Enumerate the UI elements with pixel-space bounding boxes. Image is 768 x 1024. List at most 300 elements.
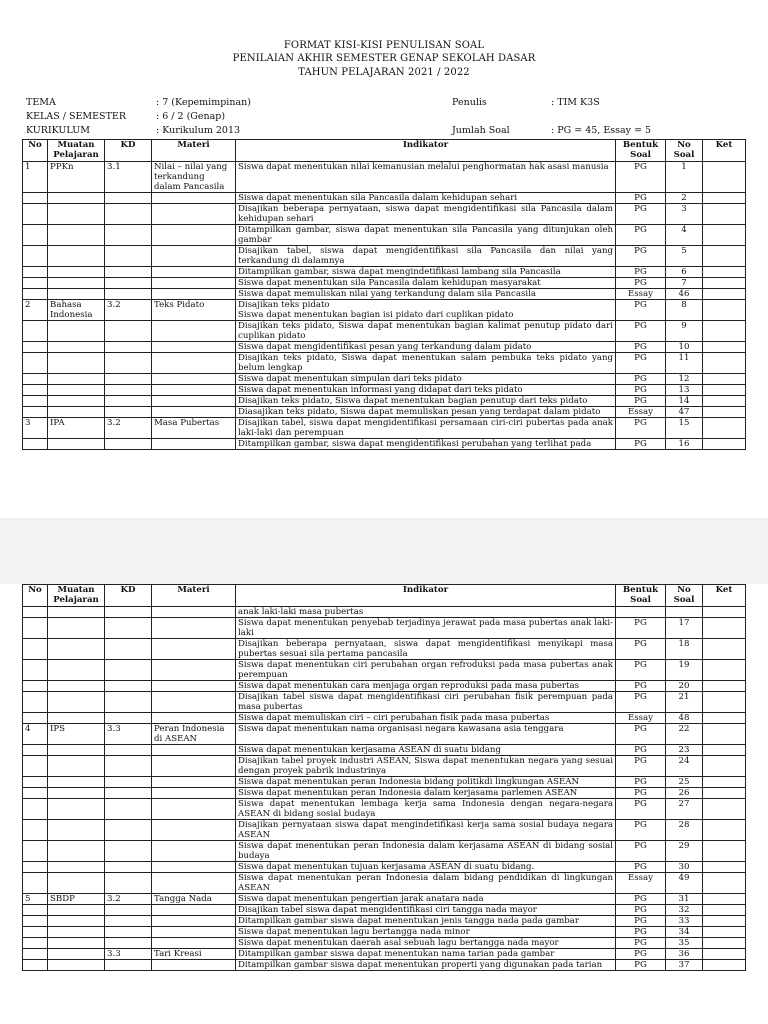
row-no-soal: 29 [666, 841, 703, 862]
row-indikator: Siswa dapat menentukan nilai kemanusian melalui penghormatan hak asasi manusia [236, 162, 616, 193]
row-bentuk-soal: PG [616, 788, 666, 799]
col-header-indikator: Indikator [236, 140, 616, 162]
row-kd [105, 225, 152, 246]
row-materi: Tari Kreasi [152, 949, 236, 960]
row-indikator: Disajikan beberapa pernyataan, siswa dapat mengidentifikasi sila Pancasila dalam kehidupan sehari [236, 204, 616, 225]
row-no-soal: 22 [666, 724, 703, 745]
row-no-soal: 18 [666, 639, 703, 660]
row-no [23, 267, 48, 278]
row-indikator: Disajikan teks pidato, Siswa dapat menentukan bagian kalimat penutup pidato dari cuplikan pidato [236, 321, 616, 342]
row-materi [152, 799, 236, 820]
table-row [23, 407, 746, 418]
row-materi [152, 321, 236, 342]
row-no-soal [666, 607, 703, 618]
col-header-bentuk: Bentuk Soal [616, 140, 666, 162]
table-row [23, 396, 746, 407]
row-no-soal: 37 [666, 960, 703, 971]
row-no [23, 820, 48, 841]
row-muatan [48, 873, 105, 894]
row-indikator: Siswa dapat menentukan sila Pancasila dalam kehidupan masyarakat [236, 278, 616, 289]
row-bentuk-soal: PG [616, 225, 666, 246]
row-materi: Teks Pidato [152, 300, 236, 321]
row-no: 3 [23, 418, 48, 439]
row-bentuk-soal: PG [616, 777, 666, 788]
row-muatan [48, 938, 105, 949]
table-row [23, 777, 746, 788]
row-no: 1 [23, 162, 48, 193]
table-row [23, 353, 746, 374]
row-bentuk-soal: PG [616, 353, 666, 374]
row-muatan [48, 692, 105, 713]
table-row [23, 873, 746, 894]
row-indikator: Siswa dapat menentukan lembaga kerja sama Indonesia dengan negara-negara ASEAN di bidang sosial budaya [236, 799, 616, 820]
table-row [23, 289, 746, 300]
table-row [23, 894, 746, 905]
row-kd [105, 439, 152, 450]
row-no [23, 960, 48, 971]
row-ket [703, 916, 746, 927]
table-row [23, 660, 746, 681]
row-no-soal: 17 [666, 618, 703, 639]
kisi-kisi-table-page-1 [22, 139, 746, 450]
doc-title-line-1: FORMAT KISI-KISI PENULISAN SOAL [283, 40, 485, 51]
row-no-soal: 28 [666, 820, 703, 841]
row-ket [703, 756, 746, 777]
row-bentuk-soal: Essay [616, 407, 666, 418]
row-no [23, 225, 48, 246]
row-ket [703, 681, 746, 692]
row-materi [152, 873, 236, 894]
row-no-soal: 21 [666, 692, 703, 713]
row-bentuk-soal: PG [616, 756, 666, 777]
row-muatan [48, 342, 105, 353]
col-header-materi: Materi [152, 585, 236, 607]
row-indikator: Disajikan tabel siswa dapat mengidentifikasi ciri perubahan fisik perempuan pada masa pubertas [236, 692, 616, 713]
table-row [23, 639, 746, 660]
row-no [23, 396, 48, 407]
tema-value: : 7 (Kepemimpinan) [156, 97, 251, 108]
row-no [23, 204, 48, 225]
row-muatan [48, 289, 105, 300]
row-no [23, 407, 48, 418]
row-bentuk-soal: PG [616, 267, 666, 278]
row-no: 2 [23, 300, 48, 321]
row-bentuk-soal: PG [616, 618, 666, 639]
row-bentuk-soal: PG [616, 894, 666, 905]
row-bentuk-soal: PG [616, 342, 666, 353]
row-ket [703, 938, 746, 949]
row-ket [703, 407, 746, 418]
row-no [23, 246, 48, 267]
row-indikator: Disajikan beberapa pernyataan, siswa dapat mengidentifikasi menyikapi masa pubertas sesuai sila pertama pancasila [236, 639, 616, 660]
page-gap [0, 518, 768, 584]
kurikulum-label: KURIKULUM [26, 125, 90, 136]
row-ket [703, 204, 746, 225]
row-materi [152, 407, 236, 418]
row-muatan: IPA [48, 418, 105, 439]
row-kd [105, 342, 152, 353]
doc-title-line-3: TAHUN PELAJARAN 2021 / 2022 [298, 67, 470, 78]
table-row [23, 905, 746, 916]
row-indikator: Disajikan tabel, siswa dapat mengidentifikasi persamaan ciri-ciri pubertas pada anak laki-laki dan perempuan [236, 418, 616, 439]
col-header-kd: KD [105, 140, 152, 162]
doc-title-line-2: PENILAIAN AKHIR SEMESTER GENAP SEKOLAH DASAR [232, 53, 536, 64]
row-no [23, 681, 48, 692]
row-muatan [48, 681, 105, 692]
row-no [23, 938, 48, 949]
row-bentuk-soal: PG [616, 439, 666, 450]
row-bentuk-soal: PG [616, 916, 666, 927]
row-ket [703, 418, 746, 439]
row-indikator: Siswa dapat memuliskan ciri – ciri perubahan fisik pada masa pubertas [236, 713, 616, 724]
row-no-soal: 1 [666, 162, 703, 193]
row-ket [703, 618, 746, 639]
row-kd [105, 862, 152, 873]
row-no-soal: 19 [666, 660, 703, 681]
row-muatan [48, 927, 105, 938]
table-row [23, 246, 746, 267]
table-row [23, 820, 746, 841]
row-ket [703, 396, 746, 407]
row-materi [152, 681, 236, 692]
col-header-no: No [23, 140, 48, 162]
col-header-muatan: Muatan Pelajaran [48, 585, 105, 607]
row-bentuk-soal: PG [616, 639, 666, 660]
row-indikator: Siswa dapat menentukan kerjasama ASEAN di suatu bidang [236, 745, 616, 756]
row-materi [152, 938, 236, 949]
row-materi [152, 745, 236, 756]
row-bentuk-soal: PG [616, 724, 666, 745]
row-no-soal: 30 [666, 862, 703, 873]
row-no-soal: 11 [666, 353, 703, 374]
row-ket [703, 321, 746, 342]
row-no [23, 713, 48, 724]
row-muatan [48, 949, 105, 960]
row-kd [105, 660, 152, 681]
row-muatan [48, 916, 105, 927]
row-muatan [48, 321, 105, 342]
row-no: 5 [23, 894, 48, 905]
row-muatan [48, 246, 105, 267]
row-no-soal: 5 [666, 246, 703, 267]
table-row [23, 162, 746, 193]
row-muatan [48, 660, 105, 681]
row-no-soal: 26 [666, 788, 703, 799]
row-no [23, 788, 48, 799]
table-row [23, 193, 746, 204]
row-indikator: Ditampilkan gambar, siswa dapat mengindetifikasi lambang sila Pancasila [236, 267, 616, 278]
kisi-kisi-table-page-2 [22, 584, 746, 971]
table-row [23, 418, 746, 439]
row-ket [703, 246, 746, 267]
row-no-soal: 49 [666, 873, 703, 894]
row-no [23, 862, 48, 873]
row-materi [152, 342, 236, 353]
row-bentuk-soal: Essay [616, 289, 666, 300]
jumlah-soal-value: : PG = 45, Essay = 5 [551, 125, 652, 136]
row-materi [152, 916, 236, 927]
row-no-soal: 35 [666, 938, 703, 949]
row-muatan [48, 225, 105, 246]
row-muatan [48, 820, 105, 841]
row-indikator: Siswa dapat menentukan sila Pancasila dalam kehidupan sehari [236, 193, 616, 204]
row-no-soal: 34 [666, 927, 703, 938]
table-row [23, 321, 746, 342]
row-muatan [48, 407, 105, 418]
row-materi [152, 788, 236, 799]
row-muatan [48, 639, 105, 660]
row-indikator: Siswa dapat menentukan peran Indonesia dalam kerjasama ASEAN di bidang sosial budaya [236, 841, 616, 862]
row-materi [152, 756, 236, 777]
row-muatan [48, 618, 105, 639]
table-row [23, 724, 746, 745]
row-bentuk-soal: PG [616, 321, 666, 342]
row-muatan [48, 799, 105, 820]
row-muatan: Bahasa Indonesia [48, 300, 105, 321]
row-kd [105, 799, 152, 820]
row-no-soal: 24 [666, 756, 703, 777]
row-kd [105, 193, 152, 204]
row-ket [703, 660, 746, 681]
row-indikator: Disajikan teks pidato, Siswa dapat menentukan bagian penutup dari teks pidato [236, 396, 616, 407]
row-indikator: Siswa dapat menentukan daerah asal sebuah lagu bertangga nada mayor [236, 938, 616, 949]
row-indikator: Disajikan tabel, siswa dapat mengidentifikasi sila Pancasila dan nilai yang terkandung di dalamnya [236, 246, 616, 267]
table-row [23, 681, 746, 692]
col-header-muatan: Muatan Pelajaran [48, 140, 105, 162]
penulis-label: Penulis [452, 97, 487, 108]
row-muatan [48, 607, 105, 618]
row-materi [152, 225, 236, 246]
row-no-soal: 10 [666, 342, 703, 353]
table-row [23, 267, 746, 278]
jumlah-soal-label: Jumlah Soal [452, 125, 510, 136]
row-bentuk-soal: PG [616, 300, 666, 321]
row-ket [703, 894, 746, 905]
row-no [23, 799, 48, 820]
row-indikator: Disajikan pernyataan siswa dapat mengindetifikasi kerja sama sosial budaya negara ASEAN [236, 820, 616, 841]
row-bentuk-soal: PG [616, 396, 666, 407]
col-header-bentuk: Bentuk Soal [616, 585, 666, 607]
row-ket [703, 905, 746, 916]
row-indikator: Siswa dapat menentukan tujuan kerjasama ASEAN di suatu bidang. [236, 862, 616, 873]
row-kd [105, 385, 152, 396]
row-indikator: anak laki-laki masa pubertas [236, 607, 616, 618]
row-materi [152, 396, 236, 407]
row-no [23, 916, 48, 927]
table-row [23, 300, 746, 321]
row-materi: Masa Pubertas [152, 418, 236, 439]
row-kd [105, 777, 152, 788]
table-row [23, 862, 746, 873]
row-no [23, 745, 48, 756]
row-ket [703, 713, 746, 724]
row-kd [105, 267, 152, 278]
row-kd [105, 407, 152, 418]
row-muatan [48, 278, 105, 289]
row-bentuk-soal: PG [616, 949, 666, 960]
row-muatan [48, 204, 105, 225]
row-bentuk-soal: PG [616, 681, 666, 692]
kelas-value: : 6 / 2 (Genap) [156, 111, 226, 122]
table-row [23, 385, 746, 396]
table-row [23, 788, 746, 799]
row-indikator: Siswa dapat mengidentifikasi pesan yang terkandung dalam pidato [236, 342, 616, 353]
row-kd: 3.3 [105, 949, 152, 960]
row-indikator: Diasajikan teks pidato, Siswa dapat memuliskan pesan yang terdapat dalam pidato [236, 407, 616, 418]
row-kd [105, 873, 152, 894]
row-no-soal: 31 [666, 894, 703, 905]
row-ket [703, 342, 746, 353]
table-row [23, 927, 746, 938]
row-ket [703, 949, 746, 960]
row-no: 4 [23, 724, 48, 745]
row-materi: Peran Indonesia di ASEAN [152, 724, 236, 745]
row-no [23, 660, 48, 681]
row-indikator: Siswa dapat memuliskan nilai yang terkandung dalam sila Pancasila [236, 289, 616, 300]
row-no-soal: 48 [666, 713, 703, 724]
row-ket [703, 439, 746, 450]
row-indikator: Ditampilkan gambar, siswa dapat menentukan sila Pancasila yang ditunjukan oleh gambar [236, 225, 616, 246]
row-ket [703, 724, 746, 745]
row-materi: Tangga Nada [152, 894, 236, 905]
row-indikator: Disajikan tabel siswa dapat mengidentifikasi ciri tangga nada mayor [236, 905, 616, 916]
table-row [23, 225, 746, 246]
row-kd: 3.1 [105, 162, 152, 193]
row-indikator: Siswa dapat menentukan cara menjaga organ reproduksi pada masa pubertas [236, 681, 616, 692]
row-bentuk-soal: PG [616, 905, 666, 916]
row-muatan [48, 862, 105, 873]
col-header-materi: Materi [152, 140, 236, 162]
tema-label: TEMA [26, 97, 56, 108]
row-kd [105, 841, 152, 862]
row-no-soal: 15 [666, 418, 703, 439]
row-bentuk-soal: Essay [616, 873, 666, 894]
col-header-indikator: Indikator [236, 585, 616, 607]
row-muatan [48, 777, 105, 788]
row-no [23, 639, 48, 660]
table-header-row [23, 140, 746, 162]
row-bentuk-soal: PG [616, 660, 666, 681]
row-no-soal: 46 [666, 289, 703, 300]
row-muatan [48, 745, 105, 756]
row-ket [703, 820, 746, 841]
row-materi [152, 439, 236, 450]
row-kd [105, 681, 152, 692]
row-no [23, 905, 48, 916]
row-kd [105, 396, 152, 407]
row-kd [105, 607, 152, 618]
row-muatan [48, 396, 105, 407]
row-no [23, 278, 48, 289]
row-kd [105, 204, 152, 225]
row-no-soal: 14 [666, 396, 703, 407]
table-row [23, 618, 746, 639]
row-bentuk-soal: PG [616, 418, 666, 439]
row-indikator: Siswa dapat menentukan informasi yang didapat dari teks pidato [236, 385, 616, 396]
row-no-soal: 47 [666, 407, 703, 418]
row-ket [703, 267, 746, 278]
kelas-label: KELAS / SEMESTER [26, 111, 126, 122]
row-indikator: Disajikan tabel proyek industri ASEAN, Siswa dapat menentukan negara yang sesuai dengan proyek pabrik industrinya [236, 756, 616, 777]
row-no [23, 353, 48, 374]
row-indikator: Ditampilkan gambar, siswa dapat mengidentifikasi perubahan yang terlihat pada [236, 439, 616, 450]
row-materi [152, 193, 236, 204]
row-no-soal: 8 [666, 300, 703, 321]
row-materi [152, 862, 236, 873]
row-bentuk-soal [616, 607, 666, 618]
row-ket [703, 927, 746, 938]
row-ket [703, 692, 746, 713]
row-kd [105, 353, 152, 374]
col-header-no: No [23, 585, 48, 607]
row-no [23, 927, 48, 938]
row-materi [152, 639, 236, 660]
row-ket [703, 374, 746, 385]
row-muatan [48, 353, 105, 374]
row-ket [703, 841, 746, 862]
row-indikator: Disajikan teks pidato, Siswa dapat menentukan salam pembuka teks pidato yang belum lengkap [236, 353, 616, 374]
row-bentuk-soal: PG [616, 927, 666, 938]
row-bentuk-soal: PG [616, 938, 666, 949]
row-no-soal: 33 [666, 916, 703, 927]
col-header-nosoal: No Soal [666, 140, 703, 162]
table-row [23, 278, 746, 289]
table-row [23, 949, 746, 960]
row-muatan [48, 439, 105, 450]
row-no [23, 289, 48, 300]
row-no-soal: 20 [666, 681, 703, 692]
row-materi [152, 905, 236, 916]
row-indikator: Disajikan teks pidato Siswa dapat menentukan bagian isi pidato dari cuplikan pidato [236, 300, 616, 321]
row-kd [105, 960, 152, 971]
row-kd [105, 756, 152, 777]
row-no-soal: 7 [666, 278, 703, 289]
row-muatan [48, 193, 105, 204]
row-no-soal: 27 [666, 799, 703, 820]
table-row [23, 938, 746, 949]
table-header-row [23, 585, 746, 607]
row-no-soal: 2 [666, 193, 703, 204]
row-ket [703, 862, 746, 873]
row-materi [152, 927, 236, 938]
col-header-nosoal: No Soal [666, 585, 703, 607]
row-no [23, 193, 48, 204]
row-muatan [48, 374, 105, 385]
row-muatan [48, 905, 105, 916]
row-bentuk-soal: Essay [616, 713, 666, 724]
row-bentuk-soal: PG [616, 374, 666, 385]
row-no [23, 618, 48, 639]
row-kd [105, 278, 152, 289]
row-ket [703, 385, 746, 396]
row-materi [152, 267, 236, 278]
row-no-soal: 6 [666, 267, 703, 278]
row-muatan [48, 960, 105, 971]
row-materi [152, 618, 236, 639]
row-muatan [48, 713, 105, 724]
row-materi [152, 607, 236, 618]
row-no [23, 873, 48, 894]
row-indikator: Siswa dapat menentukan simpulan dari teks pidato [236, 374, 616, 385]
row-materi [152, 374, 236, 385]
row-ket [703, 607, 746, 618]
row-materi [152, 820, 236, 841]
row-ket [703, 745, 746, 756]
row-ket [703, 353, 746, 374]
row-kd [105, 916, 152, 927]
table-row [23, 342, 746, 353]
col-header-kd: KD [105, 585, 152, 607]
